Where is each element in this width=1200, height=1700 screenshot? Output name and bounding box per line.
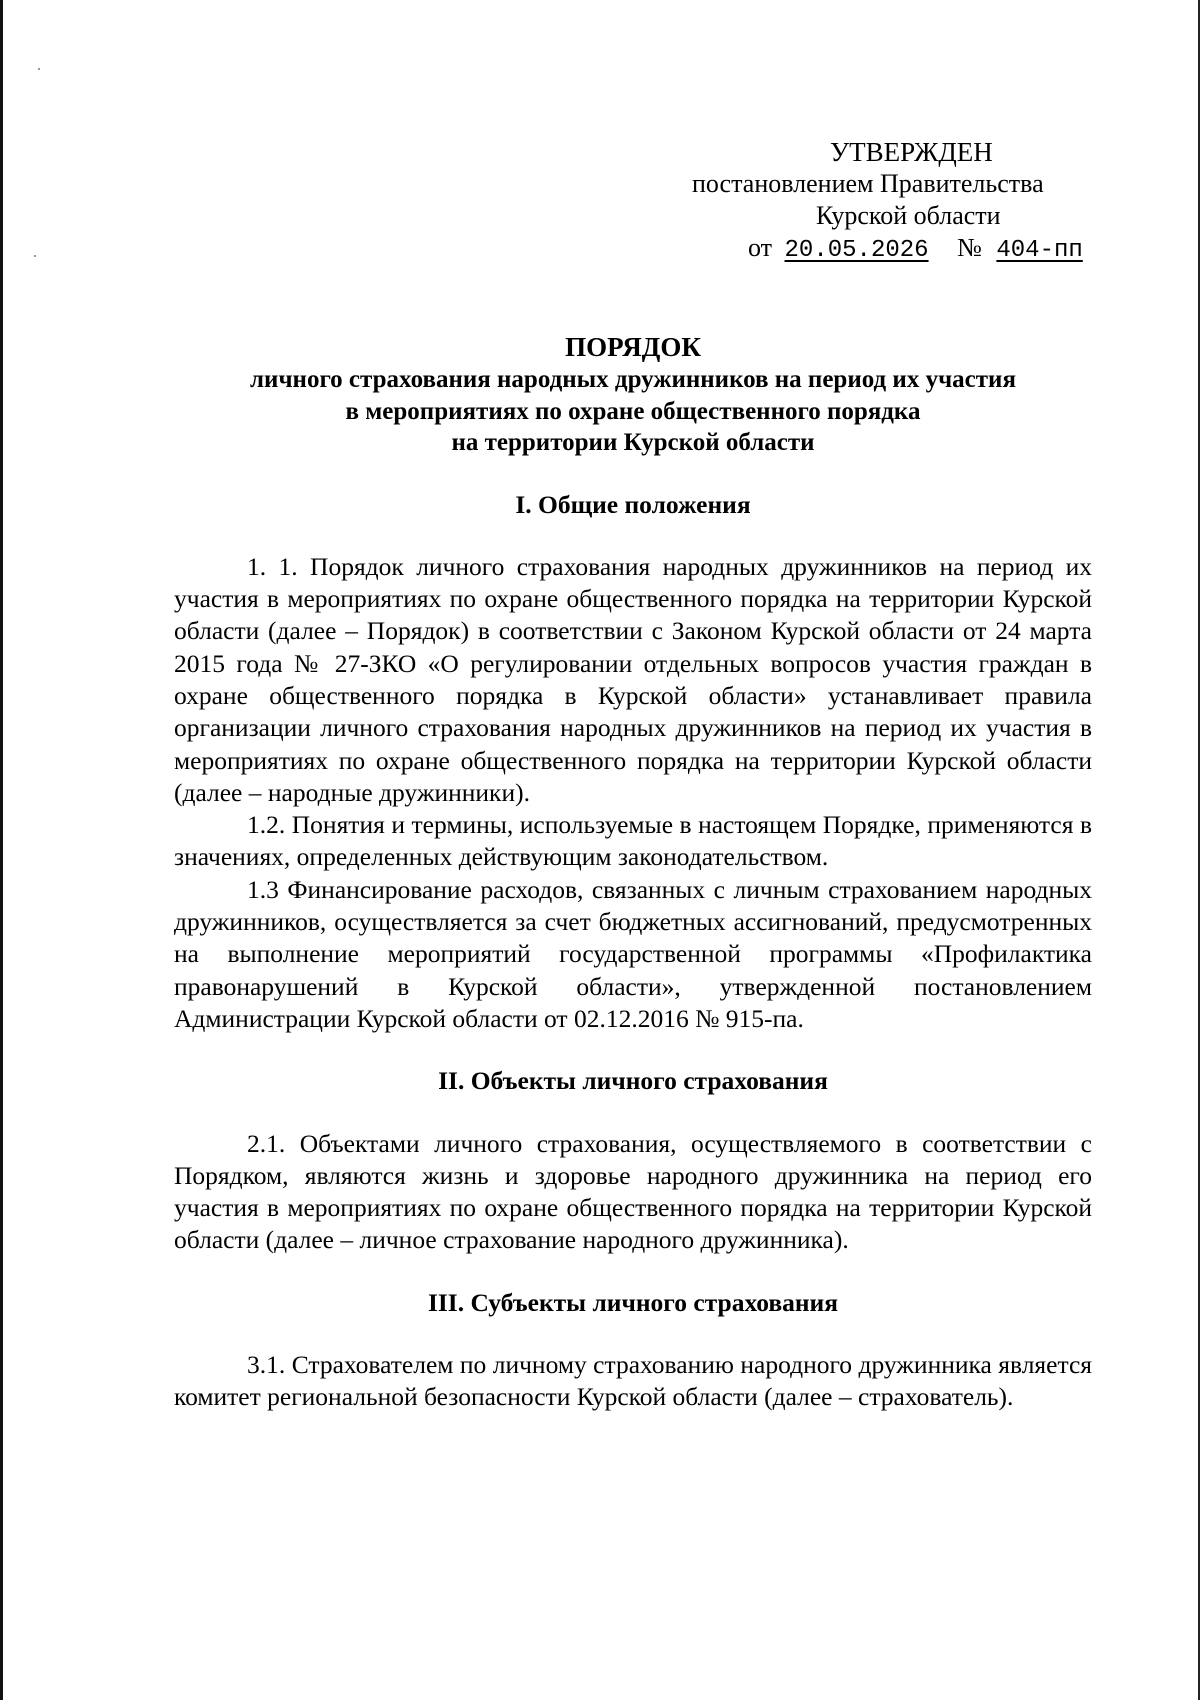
document-subtitle-line1: личного страхования народных дружинников на период их участия bbox=[250, 366, 1016, 393]
paragraph-3-1: 3.1. Страхователем по личному страхованию народного дружинника является комитет региональной безопасности Курской области (далее – страхователь). bbox=[174, 1350, 1092, 1412]
section-heading-objects: II. Объекты личного страхования bbox=[438, 1066, 828, 1096]
approval-line-region: Курской области bbox=[816, 201, 1001, 230]
approval-heading: УТВЕРЖДЕН bbox=[830, 137, 993, 167]
document-subtitle-line2: в мероприятиях по охране общественного порядка bbox=[345, 397, 921, 425]
document-subtitle-line3: на территории Курской области bbox=[451, 429, 815, 456]
approval-stamp-block bbox=[640, 136, 1100, 267]
approval-date: 20.05.2026 bbox=[784, 237, 929, 264]
approval-number-sign: № bbox=[957, 233, 982, 262]
approval-from-label: от bbox=[748, 233, 773, 262]
approval-line-resolution: постановлением Правительства bbox=[692, 169, 1044, 198]
document-body bbox=[174, 330, 1092, 1414]
approval-line-date-number bbox=[640, 232, 1100, 267]
approval-number: 404-пп bbox=[996, 237, 1083, 264]
paragraph-2-1: 2.1. Объектами личного страхования, осуществляемого в соответствии с Порядком, являются жизнь и здоровье народного дружинника на период его участия в мероприятиях по охране общественного порядка на территории Курской области (далее – личное страхование народного дружинника). bbox=[174, 1128, 1092, 1255]
scan-edge-left bbox=[0, 0, 3, 1700]
scan-speck bbox=[38, 68, 40, 70]
scan-speck bbox=[34, 255, 36, 257]
paragraph-1-3: 1.3 Финансирование расходов, связанных с личным страхованием народных дружинников, осуществляется за счет бюджетных ассигнований, предусмотренных на выполнение мероприятий государственной программы «Профилактика правонарушений в Курской области», утвержденной постановлением Администрации Курской области от 02.12.2016 № 915-па. bbox=[174, 874, 1092, 1033]
document-title: ПОРЯДОК bbox=[565, 332, 701, 362]
section-heading-general: I. Общие положения bbox=[515, 489, 751, 519]
paragraph-1-2: 1.2. Понятия и термины, используемые в настоящем Порядке, применяются в значениях, определенных действующим законодательством. bbox=[174, 810, 1092, 872]
paragraph-1-1: 1. 1. Порядок личного страхования народных дружинников на период их участия в мероприятиях по охране общественного порядка на территории Курской области (далее – Порядок) в соответствии с Законом Курской области от 24 марта 2015 года № 27-ЗКО «О регулировании отдельных вопросов участия граждан в охране общественного порядка в Курской области» устанавливает правила организации личного страхования народных дружинников на период их участия в мероприятиях по охране общественного порядка на территории Курской области (далее – народные дружинники). bbox=[174, 551, 1092, 807]
section-heading-subjects: III. Субъекты личного страхования bbox=[427, 1287, 839, 1317]
